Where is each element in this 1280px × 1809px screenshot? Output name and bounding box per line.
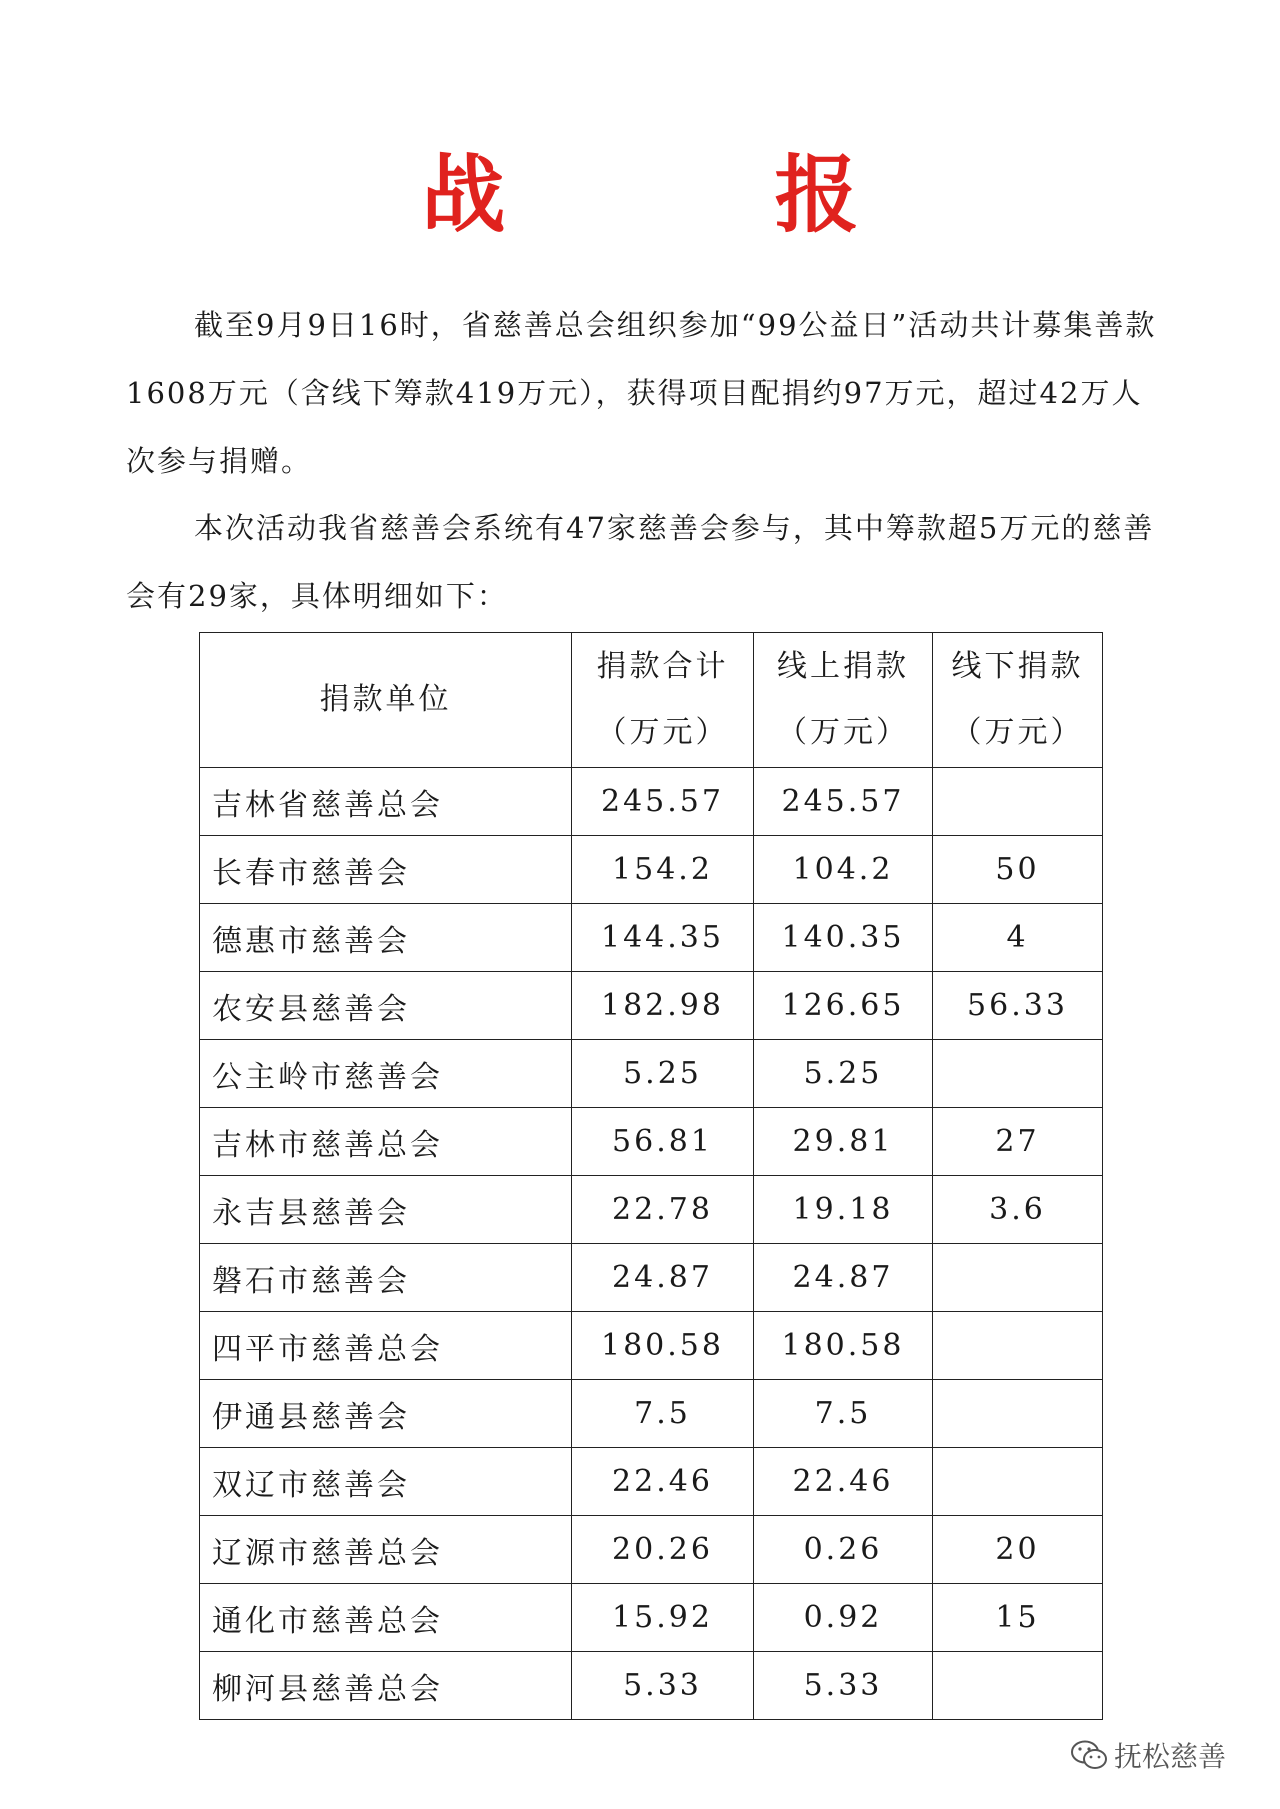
cell-offline: 20	[933, 1516, 1103, 1584]
table-row	[200, 1584, 1103, 1652]
table-row	[200, 1176, 1103, 1244]
cell-unit: 公主岭市慈善会	[200, 1040, 572, 1108]
table-row	[200, 768, 1103, 836]
cell-offline: 27	[933, 1108, 1103, 1176]
table-row	[200, 1040, 1103, 1108]
header-total-label: 捐款合计	[596, 649, 729, 684]
table-row	[200, 1312, 1103, 1380]
cell-offline	[933, 1652, 1103, 1720]
cell-offline	[933, 1312, 1103, 1380]
cell-unit: 德惠市慈善会	[200, 904, 572, 972]
cell-total: 22.46	[572, 1448, 754, 1516]
cell-unit: 长春市慈善会	[200, 836, 572, 904]
cell-online: 104.2	[754, 836, 933, 904]
account-watermark	[1070, 1735, 1226, 1775]
cell-offline	[933, 1448, 1103, 1516]
cell-unit: 吉林市慈善总会	[200, 1108, 572, 1176]
cell-offline: 4	[933, 904, 1103, 972]
cell-total: 5.25	[572, 1040, 754, 1108]
cell-online: 5.33	[754, 1652, 933, 1720]
cell-offline	[933, 1040, 1103, 1108]
page-title: 战 报	[421, 146, 979, 244]
header-online	[754, 633, 933, 768]
cell-online: 140.35	[754, 904, 933, 972]
cell-unit: 伊通县慈善会	[200, 1380, 572, 1448]
cell-online: 22.46	[754, 1448, 933, 1516]
cell-total: 56.81	[572, 1108, 754, 1176]
cell-total: 182.98	[572, 972, 754, 1040]
cell-online: 0.92	[754, 1584, 933, 1652]
cell-offline: 56.33	[933, 972, 1103, 1040]
table-header-row	[200, 633, 1103, 768]
cell-online: 24.87	[754, 1244, 933, 1312]
cell-unit: 农安县慈善会	[200, 972, 572, 1040]
cell-total: 22.78	[572, 1176, 754, 1244]
cell-online: 0.26	[754, 1516, 933, 1584]
intro-paragraph-2: 本次活动我省慈善会系统有47家慈善会参与，其中筹款超5万元的慈善会有29家，具体明细如下：	[126, 511, 1155, 613]
cell-total: 7.5	[572, 1380, 754, 1448]
cell-offline	[933, 1244, 1103, 1312]
cell-online: 7.5	[754, 1380, 933, 1448]
cell-unit: 吉林省慈善总会	[200, 768, 572, 836]
cell-total: 20.26	[572, 1516, 754, 1584]
cell-unit: 辽源市慈善总会	[200, 1516, 572, 1584]
intro-paragraph-1: 截至9月9日16时，省慈善总会组织参加“99公益日”活动共计募集善款1608万元（含线下筹款419万元），获得项目配捐约97万元，超过42万人次参与捐赠。	[126, 308, 1157, 478]
table-row	[200, 1380, 1103, 1448]
cell-total: 5.33	[572, 1652, 754, 1720]
table-row	[200, 1652, 1103, 1720]
cell-offline: 50	[933, 836, 1103, 904]
table-row	[200, 1516, 1103, 1584]
cell-total: 24.87	[572, 1244, 754, 1312]
cell-total: 180.58	[572, 1312, 754, 1380]
table-row	[200, 972, 1103, 1040]
cell-online: 126.65	[754, 972, 933, 1040]
header-offline	[933, 633, 1103, 768]
table-row	[200, 1244, 1103, 1312]
cell-unit: 四平市慈善总会	[200, 1312, 572, 1380]
cell-online: 19.18	[754, 1176, 933, 1244]
donation-table	[199, 632, 1103, 1720]
cell-online: 245.57	[754, 768, 933, 836]
cell-online: 180.58	[754, 1312, 933, 1380]
cell-online: 29.81	[754, 1108, 933, 1176]
cell-offline	[933, 1380, 1103, 1448]
header-offline-label: 线下捐款	[951, 649, 1084, 684]
cell-offline: 3.6	[933, 1176, 1103, 1244]
table-row	[200, 1108, 1103, 1176]
header-unit: 捐款单位	[200, 633, 572, 768]
cell-unit: 永吉县慈善会	[200, 1176, 572, 1244]
header-online-label: 线上捐款	[777, 649, 909, 684]
cell-total: 245.57	[572, 768, 754, 836]
watermark-text: 抚松慈善	[1114, 1740, 1227, 1773]
wechat-icon	[1070, 1739, 1108, 1771]
header-online-unit: （万元）	[777, 715, 909, 750]
header-offline-unit: （万元）	[951, 715, 1084, 750]
cell-total: 154.2	[572, 836, 754, 904]
cell-offline	[933, 768, 1103, 836]
table-row	[200, 904, 1103, 972]
header-total-unit: （万元）	[596, 715, 729, 750]
table-row	[200, 836, 1103, 904]
cell-unit: 柳河县慈善总会	[200, 1652, 572, 1720]
cell-total: 144.35	[572, 904, 754, 972]
cell-unit: 通化市慈善总会	[200, 1584, 572, 1652]
cell-offline: 15	[933, 1584, 1103, 1652]
cell-unit: 磐石市慈善会	[200, 1244, 572, 1312]
cell-unit: 双辽市慈善会	[200, 1448, 572, 1516]
table-row	[200, 1448, 1103, 1516]
cell-total: 15.92	[572, 1584, 754, 1652]
cell-online: 5.25	[754, 1040, 933, 1108]
header-total	[572, 633, 754, 768]
